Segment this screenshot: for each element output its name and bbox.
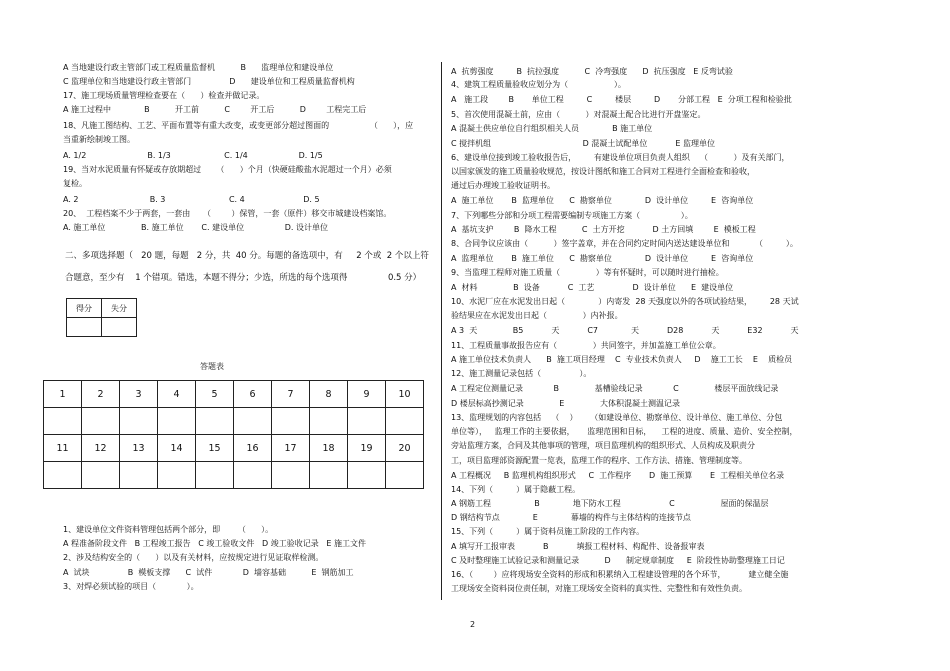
left-text-line: 当重新绘制竣工图。 (63, 135, 135, 144)
answer-number-cell: 9 (348, 381, 386, 408)
answer-blank-row-1 (44, 408, 424, 435)
answer-blank-cell[interactable] (386, 462, 424, 489)
left-text-line: 17、施工现场质量管理检查要在（ ）检查并做记录。 (63, 91, 265, 100)
answer-blank-cell[interactable] (272, 462, 310, 489)
right-text-line: 工现场安全资料岗位责任制，对施工现场安全资料的真实性、完整性和有效性负责。 (451, 584, 747, 593)
section-2-header-line-1: 二、多项选择题（ 20 题，每题 2 分，共 40 分。每题的备选项中，有 2 个或 2 个以上符 (65, 251, 429, 261)
left-text-line: A. 1/2 B. 1/3 C. 1/4 D. 1/5 (63, 151, 323, 160)
left-text-line: A 施工过程中 B 开工前 C 开工后 D 工程完工后 (63, 105, 367, 114)
column-divider (441, 62, 442, 600)
answer-number-cell: 2 (82, 381, 120, 408)
answer-blank-cell[interactable] (310, 408, 348, 435)
left-text-line: 复检。 (63, 179, 87, 188)
answer-blank-cell[interactable] (158, 462, 196, 489)
page-number: 2 (470, 620, 476, 629)
right-text-line: 4、建筑工程质量验收应划分为（ ）。 (451, 80, 626, 89)
right-text-line: 11、工程质量事故报告应有（ ）共同签字，并加盖施工单位公章。 (451, 341, 721, 350)
answer-number-cell: 13 (120, 435, 158, 462)
answer-number-cell: 20 (386, 435, 424, 462)
answer-number-cell: 18 (310, 435, 348, 462)
answer-number-cell: 4 (158, 381, 196, 408)
answer-number-cell: 11 (44, 435, 82, 462)
left-bottom-text-line: A 试块 B 模板支撑 C 试件 D 墙容基础 E 钢筋加工 (63, 568, 354, 577)
left-text-line: A 当地建设行政主管部门或工程质量监督机 B 监理单位和建设单位 (63, 63, 334, 72)
right-text-line: 工，项目监理部资源配置一览表，监理工作的程序、工作方法、措施、管理制度等。 (451, 456, 747, 465)
right-text-line: 16、（ ）应将现场安全资料的形成和积累纳入工程建设管理的各个环节， 建立健全施 (451, 570, 789, 579)
answer-number-cell: 15 (196, 435, 234, 462)
answer-table-title: 答题表 (200, 362, 224, 371)
score-table (66, 298, 137, 337)
right-text-line: A 工程概况 B 监理机构组织形式 C 工作程序 D 施工预算 E 工程相关单位名录 (451, 471, 785, 480)
answer-blank-cell[interactable] (44, 408, 82, 435)
answer-blank-cell[interactable] (386, 408, 424, 435)
left-text-line: A. 2 B. 3 C. 4 D. 5 (63, 195, 320, 204)
right-text-line: A 施工单位 B 监理单位 C 勘察单位 D 设计单位 E 咨询单位 (451, 196, 754, 205)
answer-number-cell: 12 (82, 435, 120, 462)
answer-number-cell: 3 (120, 381, 158, 408)
left-text-line: 18、凡施工图结构、工艺、平面布置等有重大改变，或变更部分超过图面的 （ ），应 (63, 121, 414, 130)
answer-blank-cell[interactable] (348, 462, 386, 489)
score-header-got: 得分 (67, 299, 102, 318)
answer-blank-cell[interactable] (272, 408, 310, 435)
answer-blank-cell[interactable] (82, 462, 120, 489)
right-text-line: 验结果应在水泥发出日起（ ）内补报。 (451, 311, 623, 320)
answer-blank-cell[interactable] (196, 408, 234, 435)
right-text-line: A 基坑支护 B 降水工程 C 土方开挖 D 土方回填 E 模板工程 (451, 225, 756, 234)
answer-number-cell: 16 (234, 435, 272, 462)
score-cell-lost[interactable] (102, 318, 137, 337)
answer-blank-cell[interactable] (44, 462, 82, 489)
answer-number-cell: 5 (196, 381, 234, 408)
right-text-line: 15、下列（ ）属于资料员施工阶段的工作内容。 (451, 527, 645, 536)
answer-blank-cell[interactable] (234, 408, 272, 435)
answer-number-cell: 10 (386, 381, 424, 408)
right-text-line: A 3 天 B5 天 C7 天 D28 天 E32 天 (451, 326, 799, 335)
answer-number-row-2 (44, 435, 424, 462)
answer-table (43, 380, 424, 489)
left-bottom-text-line: 1、建设单位文件资料管理包括两个部分，即 （ ）。 (63, 525, 274, 534)
answer-number-cell: 14 (158, 435, 196, 462)
answer-blank-cell[interactable] (82, 408, 120, 435)
right-text-line: A 施工段 B 单位工程 C 楼层 D 分部工程 E 分项工程和检验批 (451, 95, 792, 104)
right-text-line: 单位等）， 监理工作的主要依据， 监理范围和目标， 工程的进度、质量、造价、安全控制， (451, 427, 798, 436)
right-text-line: A 抗剪强度 B 抗拉强度 C 冷弯强度 D 抗压强度 E 反弯试验 (451, 67, 733, 76)
right-text-line: C 及时整理施工试验记录和测量记录 D 制定规章制度 E 阶段性协助整理施工日记 (451, 556, 785, 565)
left-bottom-text-line: 3、对焊必须试验的项目（ ）。 (63, 582, 199, 591)
left-text-line: 19、当对水泥质量有怀疑或存放期超过 （ ）个月（快硬硅酸盐水泥超过一个月）必须 (63, 165, 392, 174)
right-text-line: 7、下列哪些分部和分项工程需要编制专项施工方案（ ）。 (451, 211, 693, 220)
right-text-line: 9、当监理工程师对施工质量（ ）等有怀疑时，可以随时进行抽检。 (451, 268, 724, 277)
answer-number-cell: 1 (44, 381, 82, 408)
answer-blank-cell[interactable] (234, 462, 272, 489)
answer-blank-cell[interactable] (158, 408, 196, 435)
answer-blank-cell[interactable] (348, 408, 386, 435)
answer-blank-cell[interactable] (120, 462, 158, 489)
answer-blank-cell[interactable] (310, 462, 348, 489)
score-header-lost: 失分 (102, 299, 137, 318)
answer-number-cell: 6 (234, 381, 272, 408)
right-text-line: 14、下列（ ）属于隐蔽工程。 (451, 485, 581, 494)
right-text-line: A 监理单位 B 施工单位 C 勘察单位 D 设计单位 E 咨询单位 (451, 254, 754, 263)
left-text-line: A. 施工单位 B. 施工单位 C. 建设单位 D. 设计单位 (63, 223, 328, 232)
right-text-line: 8、合同争议应该由（ ）签字盖章，并在合同约定时间内送达建设单位和 （ ）。 (451, 239, 798, 248)
right-text-line: A 工程定位测量记录 B 基槽验线记录 C 楼层平面放线记录 (451, 384, 779, 393)
left-text-line: 20、 工程档案不少于两套，一套由 （ ）保管，一套（原件）移交市城建设档案馆。 (63, 209, 392, 218)
right-text-line: 旁站监理方案，合同及其他事项的管理，项目监理机构的组织形式、人员构成及职责分 (451, 441, 755, 450)
right-text-line: 以国家颁发的施工质量验收规范，按设计图纸和施工合同对工程进行全面检查和验收， (451, 167, 755, 176)
right-text-line: 12、施工测量记录包括（ ）。 (451, 369, 592, 378)
answer-blank-cell[interactable] (196, 462, 234, 489)
right-text-line: 5、首次使用混凝土前，应由（ ）对混凝土配合比进行开盘鉴定。 (451, 110, 706, 119)
left-text-line: C 监理单位和当地建设行政主管部门 D 建设单位和工程质量监督机构 (63, 77, 355, 86)
answer-number-cell: 8 (310, 381, 348, 408)
right-text-line: A 材料 B 设备 C 工艺 D 设计单位 E 建设单位 (451, 283, 734, 292)
right-text-line: A 钢筋工程 B 地下防水工程 C 屋面的保温层 (451, 499, 769, 508)
right-text-line: D 钢结构节点 E 幕墙的构件与主体结构的连接节点 (451, 513, 691, 522)
left-bottom-text-line: 2、涉及结构安全的（ ）以及有关材料，应按规定进行见证取样检测。 (63, 553, 324, 562)
right-text-line: A 填写开工报审表 B 填报工程材料、构配件、设备报审表 (451, 542, 705, 551)
answer-number-cell: 17 (272, 435, 310, 462)
left-bottom-text-line: A 程准备阶段文件 B 工程竣工报告 C 竣工验收文件 D 竣工验收记录 E 施工文件 (63, 539, 366, 548)
answer-number-cell: 7 (272, 381, 310, 408)
answer-blank-row-2 (44, 462, 424, 489)
right-text-line: C 搅拌机组 D 混凝土试配单位 E 监理单位 (451, 139, 715, 148)
right-text-line: A 混凝土供应单位自行组织相关人员 B 施工单位 (451, 124, 653, 133)
right-text-line: 10、水泥厂应在水泥发出日起（ ）内寄发 28 天强度以外的各项试验结果， 28 天试 (451, 297, 799, 306)
right-text-line: 13、监理规划的内容包括 （ ） （如建设单位、勘察单位、设计单位、施工单位、分包 (451, 413, 783, 422)
right-text-line: A 施工单位技术负责人 B 施工项目经理 C 专业技术负责人 D 施工工长 E 质检员 (451, 355, 793, 364)
answer-number-cell: 19 (348, 435, 386, 462)
answer-blank-cell[interactable] (120, 408, 158, 435)
right-text-line: D 楼层标高抄测记录 E 大体积混凝土测温记录 (451, 399, 680, 408)
section-2-header-line-2: 合题意，至少有 1 个错项。错选，本题不得分；少选，所选的每个选项得 0.5 分） (65, 273, 422, 283)
score-cell-got[interactable] (67, 318, 102, 337)
answer-number-row-1 (44, 381, 424, 408)
right-text-line: 6、建设单位接到竣工验收报告后， 有建设单位项目负责人组织 （ ）及有关部门， (451, 153, 790, 162)
right-text-line: 通过后办理竣工验收证明书。 (451, 181, 555, 190)
